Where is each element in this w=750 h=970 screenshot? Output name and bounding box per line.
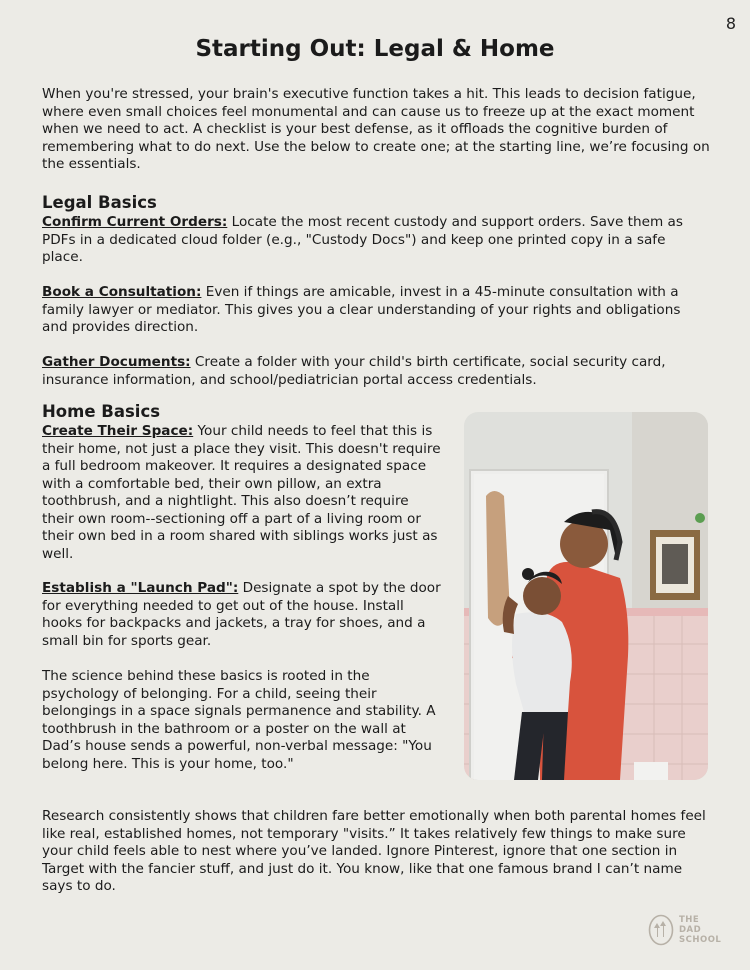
page-number: 8 bbox=[725, 14, 736, 33]
home-basics-heading: Home Basics bbox=[42, 402, 161, 421]
legal-item bbox=[42, 284, 710, 337]
father-child-bathroom-photo bbox=[464, 412, 708, 780]
home-item-text: Your child needs to feel that this is their home, not just a place they visit. This doesn't require a full bedroom makeover. It requires a designated space with a comfortable bed, their own pillow, an extra toothbrush, and a nightlight. This also doesn’t require their own room--sectioning off a part of a living room or their own bed in a room shared with siblings works just as well. bbox=[42, 423, 441, 562]
science-paragraph: The science behind these basics is rooted in the psychology of belonging. For a child, seeing their belongings in a space signals permanence and stability. A toothbrush in the bathroom or a poster on the wall at Dad’s house sends a powerful, non-verbal message: "You belong here. This is your home, too." bbox=[42, 668, 436, 772]
legal-item-text: Locate the most recent custody and support orders. Save them as PDFs in a dedicated cloud folder (e.g., "Custody Docs") and keep one printed copy in a safe place. bbox=[42, 214, 683, 265]
legal-item-lead: Book a Consultation: bbox=[42, 284, 202, 300]
home-item bbox=[42, 580, 442, 650]
logo-text-line: SCHOOL bbox=[679, 935, 722, 945]
dad-school-logo bbox=[648, 912, 728, 948]
research-paragraph: Research consistently shows that children fare better emotionally when both parental homes feel like real, established homes, not temporary "visits.” It takes relatively few things to make sure your child feels able to nest where you’ve landed. Ignore Pinterest, ignore that one section in Target with the fancier stuff, and just do it. You know, like that one famous brand I can’t name says to do. bbox=[42, 808, 706, 894]
legal-item-text: Create a folder with your child's birth certificate, social security card, insurance information, and school/pediatrician portal access credentials. bbox=[42, 354, 666, 388]
legal-item-lead: Confirm Current Orders: bbox=[42, 214, 228, 230]
home-item-lead: Create Their Space: bbox=[42, 423, 194, 439]
home-item bbox=[42, 423, 442, 563]
intro-paragraph: When you're stressed, your brain's executive function takes a hit. This leads to decision fatigue, where even small choices feel monumental and can cause us to freeze up at the exact moment when we need to act. A checklist is your best defense, as it offloads the cognitive burden of remembering what to do next. Use the below to create one; at the starting line, we’re focusing on the essentials. bbox=[42, 86, 710, 172]
legal-item bbox=[42, 214, 710, 267]
home-item-lead: Establish a "Launch Pad": bbox=[42, 580, 239, 596]
home-item-text: Designate a spot by the door for everything needed to get out of the house. Install hooks for backpacks and jackets, a tray for shoes, and a small bin for sports gear. bbox=[42, 580, 441, 649]
legal-item-text: Even if things are amicable, invest in a 45-minute consultation with a family lawyer or mediator. This gives you a clear understanding of your rights and obligations and provides direction. bbox=[42, 284, 681, 335]
legal-basics-heading: Legal Basics bbox=[42, 193, 157, 212]
legal-item-lead: Gather Documents: bbox=[42, 354, 191, 370]
logo-emblem-icon bbox=[648, 914, 674, 946]
logo-text-line: THE bbox=[679, 915, 700, 925]
page-title: Starting Out: Legal & Home bbox=[195, 36, 555, 62]
logo-text-line: DAD bbox=[679, 925, 702, 935]
legal-item bbox=[42, 354, 710, 389]
